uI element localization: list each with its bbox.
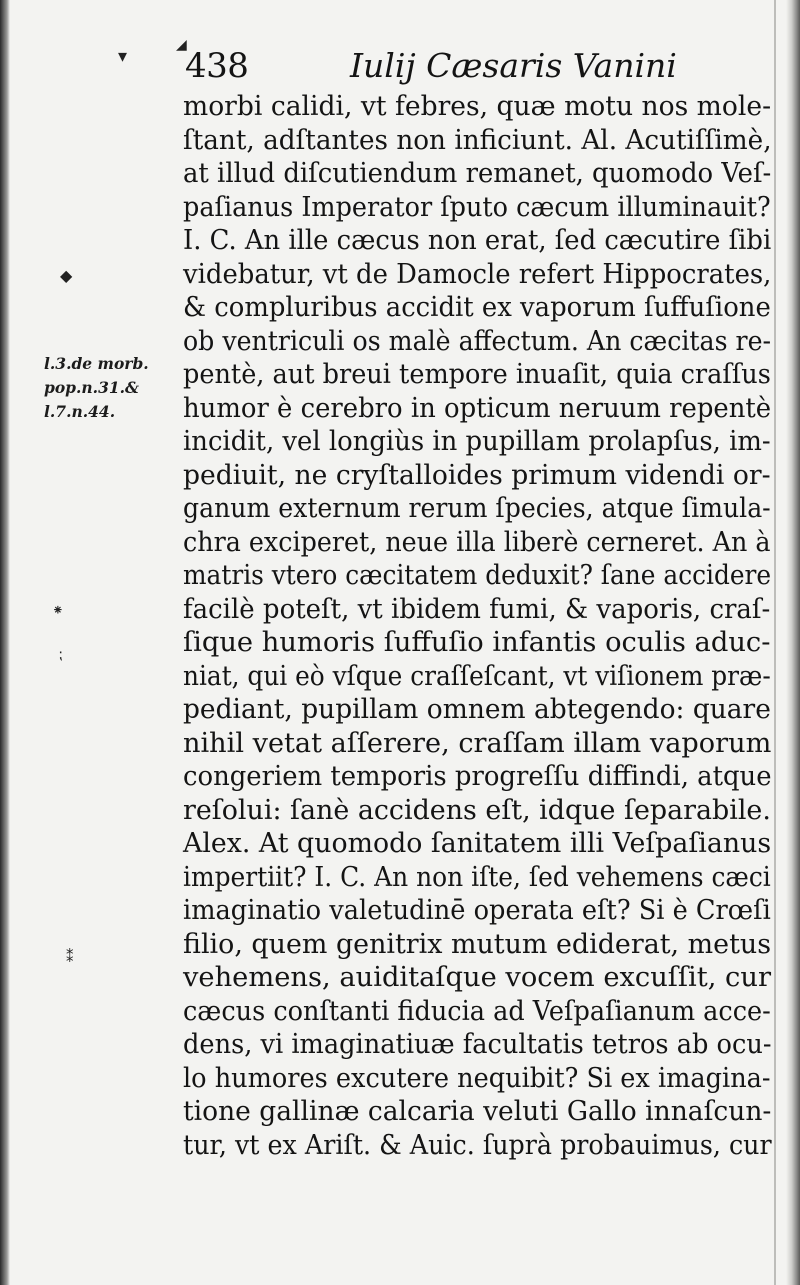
- text-line: vehemens, auiditaſque vocem excuſſit, cur: [183, 961, 771, 993]
- ink-speck: ◢: [176, 37, 187, 53]
- ink-speck: ⁑: [66, 948, 74, 966]
- text-line: ob ventriculi os malè affectum. An cæcitas re-: [183, 324, 772, 357]
- text-line: imaginatio valetudinē operata eſt? Si è Crœſi: [183, 894, 771, 926]
- margin-citation-line: pop.n.31.&: [44, 378, 140, 397]
- text-line: nihil vetat aſſerere, craſſam illam vaporum: [183, 726, 772, 759]
- ink-speck: ⁏: [58, 647, 63, 663]
- text-line: tione gallinæ calcaria veluti Gallo innaſcun-: [183, 1095, 772, 1127]
- text-line: dens, vi imaginatiuæ facultatis tetros ab ocu-: [183, 1028, 772, 1060]
- ink-speck: ⁕: [52, 603, 64, 619]
- text-line: ſique humoris ſuffuſio infantis oculis aduc-: [183, 626, 771, 658]
- text-line: chra exciperet, neue illa liberè cerneret. An à: [183, 525, 771, 558]
- text-line: pediant, pupillam omnem abtegendo: quare: [183, 693, 771, 725]
- text-line: morbi calidi, vt febres, quæ motu nos mole-: [183, 90, 772, 122]
- text-line: impertiit? I. C. An non iſte, ſed vehemens cæci: [183, 860, 771, 893]
- text-line: reſolui: ſanè accidens eſt, idque ſeparabile.: [183, 793, 771, 826]
- running-title: Iulij Cæsaris Vanini: [350, 46, 677, 85]
- text-line: paſianus Imperator ſputo cæcum illuminauit?: [183, 190, 771, 223]
- text-line: tur, vt ex Ariſt. & Auic. ſuprà probauimus, cur: [183, 1128, 772, 1161]
- text-line: facilè poteſt, vt ibidem fumi, & vaporis, craſ-: [183, 592, 771, 625]
- body-text: [183, 90, 773, 1162]
- text-line: humor è cerebro in opticum neruum repentè: [183, 391, 772, 424]
- text-line: & compluribus accidit ex vaporum ſuffuſione: [183, 291, 771, 323]
- ink-speck: ▾: [118, 46, 128, 67]
- text-line: filio, quem genitrix mutum ediderat, metus: [183, 927, 772, 960]
- text-line: pentè, aut breui tempore inuaſit, quia craſſus: [183, 358, 771, 390]
- text-line: at illud diſcutiendum remanet, quomodo Veſ-: [183, 157, 772, 189]
- running-header: [185, 44, 770, 92]
- margin-citation-line: l.7.n.44.: [44, 402, 116, 421]
- margin-citation: [44, 352, 184, 424]
- text-line: I. C. An ille cæcus non erat, ſed cæcutire ſibi: [183, 224, 772, 256]
- page-gutter-shadow: [0, 0, 10, 1285]
- margin-citation-line: l.3.de morb.: [44, 354, 149, 373]
- page-number: 438: [185, 46, 249, 86]
- text-line: cæcus conſtanti fiducia ad Veſpaſianum acce-: [183, 994, 771, 1027]
- text-line: niat, qui eò vſque craſſeſcant, vt viſionem præ-: [183, 659, 771, 692]
- text-line: videbatur, vt de Damocle refert Hippocrates,: [183, 257, 772, 290]
- page-fold-line: [774, 0, 776, 1285]
- text-line: incidit, vel longiùs in pupillam prolapſus, im-: [183, 425, 771, 457]
- text-line: Alex. At quomodo ſanitatem illi Veſpaſianus: [183, 827, 772, 859]
- text-line: pediuit, ne cryſtalloides primum videndi or-: [183, 458, 771, 491]
- page-edge-shadow: [786, 0, 800, 1285]
- text-line: matris vtero cæcitatem deduxit? ſane accidere: [183, 559, 772, 591]
- text-line: congeriem temporis progreſſu diffindi, atque: [183, 760, 772, 792]
- text-line: ſtant, adſtantes non inficiunt. Al. Acutiſſimè,: [183, 123, 772, 156]
- text-line: lo humores excutere nequibit? Si ex imagina-: [183, 1061, 771, 1094]
- text-line: ganum externum rerum ſpecies, atque ſimula-: [183, 492, 771, 524]
- ink-speck: ◆: [60, 266, 73, 285]
